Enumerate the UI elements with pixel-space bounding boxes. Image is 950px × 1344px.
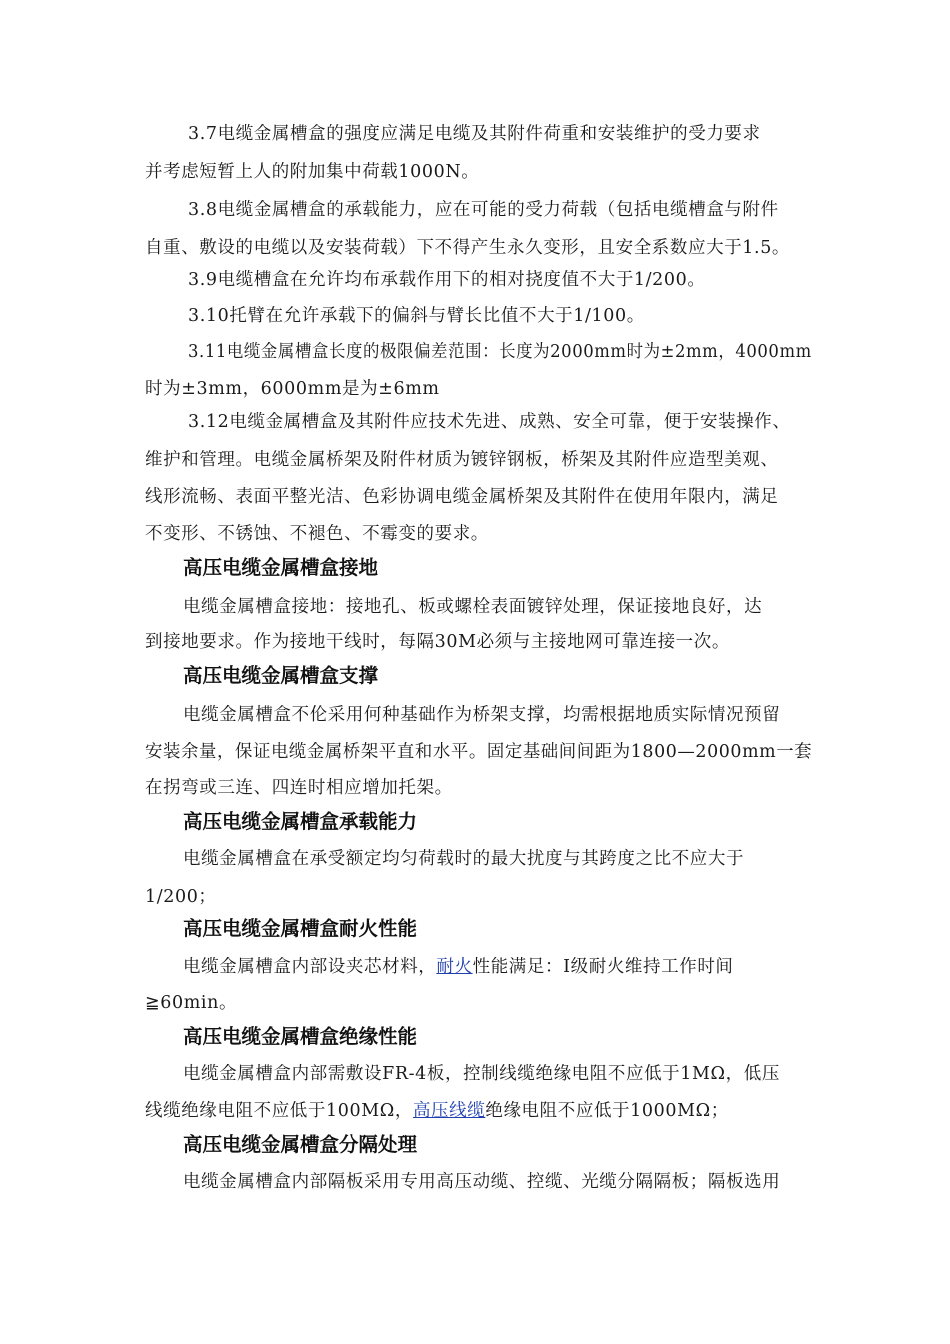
paragraph-line: 维护和管理。电缆金属桥架及附件材质为镀锌钢板，桥架及其附件应造型美观、 [145,450,779,470]
paragraph-line: 3.10托臂在允许承载下的偏斜与臂长比值不大于1/100。 [188,306,645,326]
high-voltage-cable-link[interactable]: 高压线缆 [412,1101,486,1121]
paragraph-line: 3.12电缆金属槽盒及其附件应技术先进、成熟、安全可靠，便于安装操作、 [188,412,791,432]
paragraph-line: ≧60min。 [145,993,238,1013]
paragraph-line: 电缆金属槽盒不伦采用何种基础作为桥架支撑，均需根据地质实际情况预留 [183,705,781,725]
fire-resistance-link[interactable]: 耐火 [436,957,473,977]
section-heading: 高压电缆金属槽盒分隔处理 [183,1133,418,1156]
line-text: 线缆绝缘电阻不应低于100MΩ， [145,1101,413,1121]
section-heading: 高压电缆金属槽盒接地 [183,556,379,579]
paragraph-line: 3.9电缆槽盒在允许均布承载作用下的相对挠度值不大于1/200。 [188,270,706,290]
paragraph-line: 并考虑短暂上人的附加集中荷载1000N。 [145,162,480,182]
line-text: 绝缘电阻不应低于1000MΩ； [485,1101,729,1121]
section-heading: 高压电缆金属槽盒耐火性能 [183,917,418,940]
line-text: 性能满足：I级耐火维持工作时间 [472,957,734,977]
paragraph-line: 在拐弯或三连、四连时相应增加托架。 [145,778,453,798]
paragraph-line: 3.7电缆金属槽盒的强度应满足电缆及其附件荷重和安装维护的受力要求 [188,124,761,144]
section-heading: 高压电缆金属槽盒支撑 [183,664,379,687]
section-heading: 高压电缆金属槽盒承载能力 [183,810,418,833]
section-heading: 高压电缆金属槽盒绝缘性能 [183,1025,418,1048]
paragraph-line: 不变形、不锈蚀、不褪色、不霉变的要求。 [145,524,489,544]
paragraph-line: 3.8电缆金属槽盒的承载能力，应在可能的受力荷载（包括电缆槽盒与附件 [188,200,779,220]
paragraph-line: 电缆金属槽盒内部需敷设FR-4板，控制线缆绝缘电阻不应低于1MΩ，低压 [183,1064,780,1084]
paragraph-line: 到接地要求。作为接地干线时，每隔30M必须与主接地网可靠连接一次。 [145,632,730,652]
paragraph-line: 安装余量，保证电缆金属桥架平直和水平。固定基础间间距为1800—2000mm一套 [145,742,813,762]
line-text: 电缆金属槽盒内部设夹芯材料， [183,957,437,977]
paragraph-line: 时为±3mm，6000mm是为±6mm [145,379,440,399]
paragraph-line: 3.11电缆金属槽盒长度的极限偏差范围：长度为2000mm时为±2mm，4000mm [188,342,812,362]
paragraph-line [145,1099,729,1123]
paragraph-line: 电缆金属槽盒在承受额定均匀荷载时的最大扰度与其跨度之比不应大于 [183,849,745,869]
paragraph-line: 线形流畅、表面平整光洁、色彩协调电缆金属桥架及其附件在使用年限内，满足 [145,487,779,507]
paragraph-line: 自重、敷设的电缆以及安装荷载）下不得产生永久变形，且安全系数应大于1.5。 [145,238,791,258]
paragraph-line: 电缆金属槽盒内部隔板采用专用高压动缆、控缆、光缆分隔隔板；隔板选用 [183,1172,781,1192]
paragraph-line [183,955,734,979]
paragraph-line: 1/200； [145,887,217,907]
paragraph-line: 电缆金属槽盒接地：接地孔、板或螺栓表面镀锌处理，保证接地良好，达 [183,597,763,617]
